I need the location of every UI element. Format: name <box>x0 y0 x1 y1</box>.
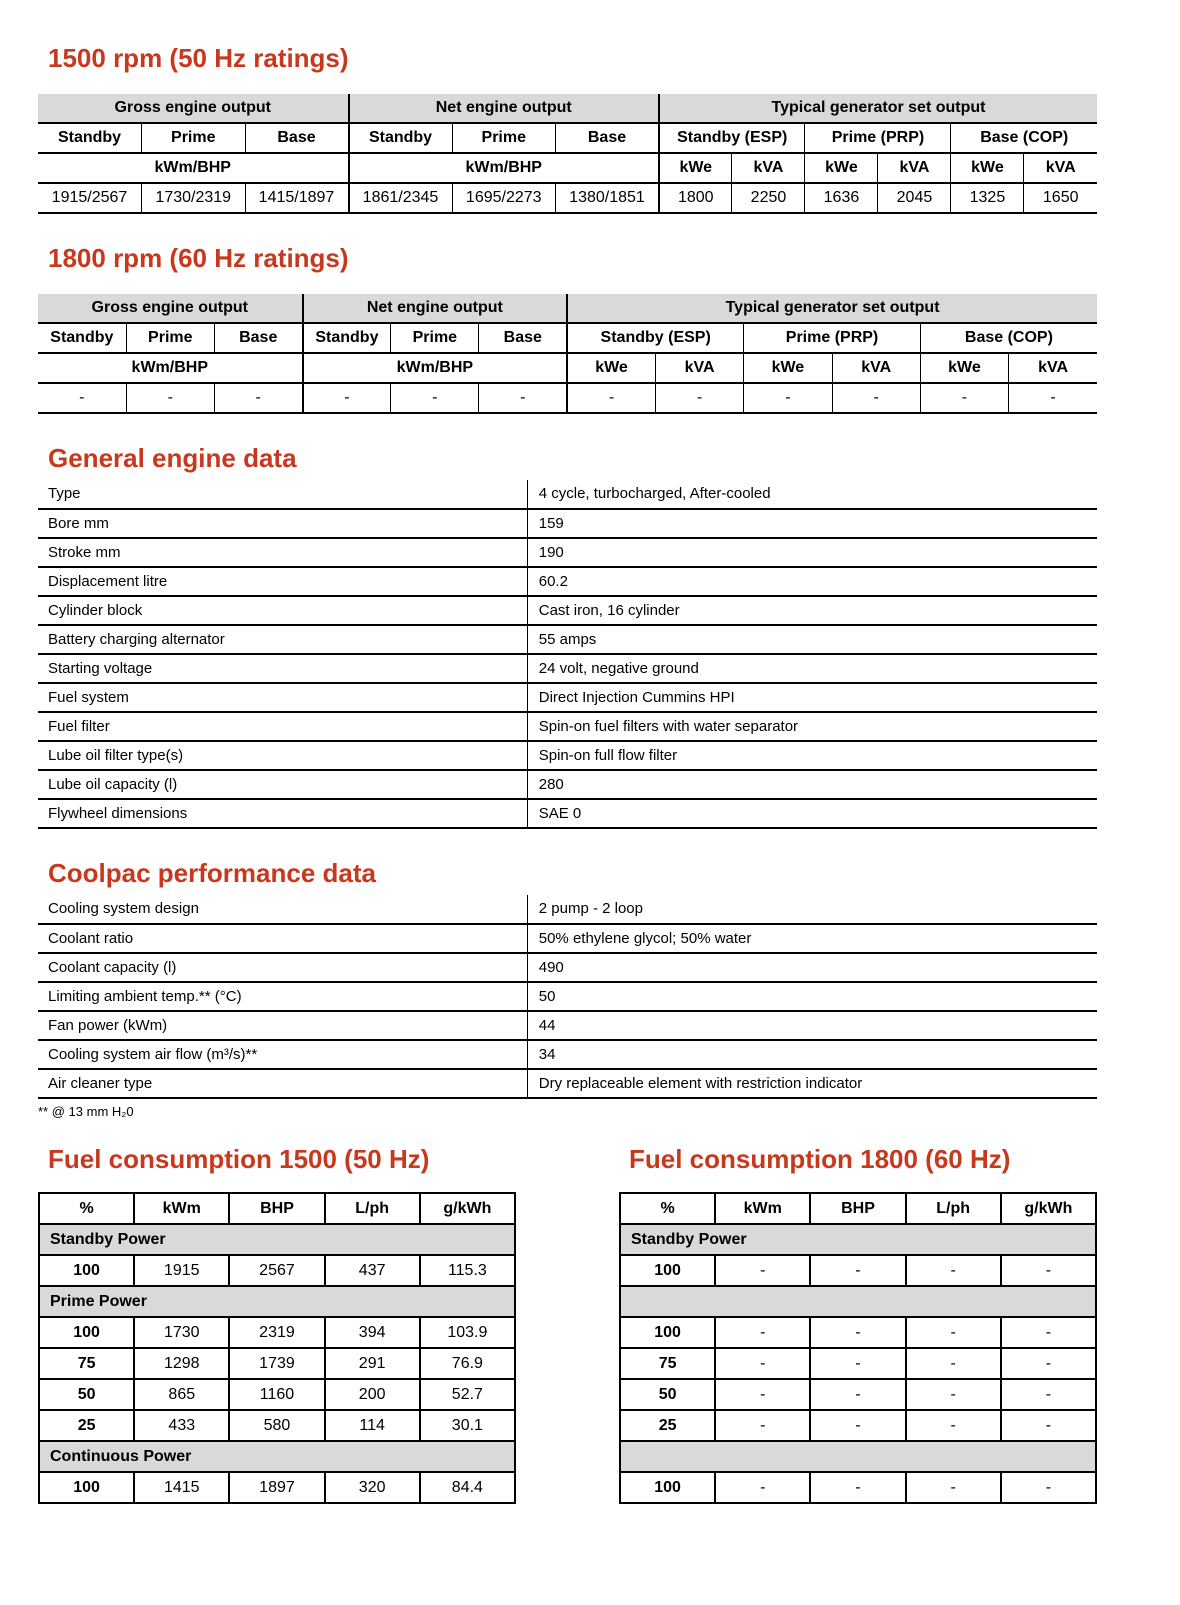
fuel-value: - <box>1001 1472 1096 1503</box>
unit-cell: kWe <box>951 153 1024 183</box>
unit-cell: kVA <box>1009 353 1097 383</box>
rating-value: - <box>920 383 1008 413</box>
fuel-table-1800-container <box>619 1192 1097 1504</box>
fuel-section-row <box>39 1224 515 1255</box>
rating-value: - <box>303 383 391 413</box>
fuel-data-row <box>39 1317 515 1348</box>
fuel-column-50hz <box>38 1145 516 1505</box>
unit-cell: kWm/BHP <box>303 353 568 383</box>
fuel-value: 865 <box>134 1379 229 1410</box>
fuel-value: 291 <box>325 1348 420 1379</box>
ratings-table-1800-container <box>38 294 1097 414</box>
fuel-value: - <box>715 1410 810 1441</box>
spec-label: Lube oil capacity (l) <box>38 770 527 799</box>
unit-cell: kWe <box>659 153 732 183</box>
fuel-data-row <box>39 1410 515 1441</box>
fuel-value: 25 <box>39 1410 134 1441</box>
spec-value: Spin-on full flow filter <box>527 741 1097 770</box>
fuel-header-row <box>620 1193 1096 1224</box>
unit-cell: kVA <box>655 353 743 383</box>
fuel-value: - <box>715 1472 810 1503</box>
section-title-general-engine-data: General engine data <box>48 442 297 473</box>
fuel-value: 52.7 <box>420 1379 515 1410</box>
fuel-value: 103.9 <box>420 1317 515 1348</box>
section-title-fuel-1800: Fuel consumption 1800 (60 Hz) <box>629 1143 1011 1174</box>
spec-label: Coolant capacity (l) <box>38 953 527 982</box>
spec-value: Direct Injection Cummins HPI <box>527 683 1097 712</box>
coolpac-footnote: ** @ 13 mm H₂0 <box>38 1103 134 1119</box>
fuel-section-row <box>39 1286 515 1317</box>
group-header: Gross engine output <box>38 94 349 123</box>
fuel-value: 437 <box>325 1255 420 1286</box>
fuel-column-header: kWm <box>715 1193 810 1224</box>
ratings-column-row <box>38 323 1097 353</box>
fuel-section-row <box>620 1286 1096 1317</box>
fuel-data-row <box>39 1255 515 1286</box>
spec-label: Cylinder block <box>38 596 527 625</box>
spec-row <box>38 712 1097 741</box>
section-title-coolpac: Coolpac performance data <box>48 857 376 888</box>
rating-column-header: Base (COP) <box>920 323 1097 353</box>
spec-value: 50% ethylene glycol; 50% water <box>527 924 1097 953</box>
fuel-value: 1739 <box>229 1348 324 1379</box>
spec-value: 490 <box>527 953 1097 982</box>
unit-cell: kVA <box>1024 153 1097 183</box>
fuel-table <box>38 1192 516 1504</box>
fuel-table <box>619 1192 1097 1504</box>
ratings-unit-row <box>38 353 1097 383</box>
spec-row <box>38 1011 1097 1040</box>
fuel-column-header: % <box>620 1193 715 1224</box>
fuel-section-label <box>620 1441 1096 1472</box>
rating-column-header: Standby (ESP) <box>567 323 744 353</box>
general-engine-data-table <box>38 480 1097 829</box>
fuel-data-row <box>620 1348 1096 1379</box>
rating-value: - <box>126 383 214 413</box>
spec-row <box>38 953 1097 982</box>
fuel-value: 50 <box>39 1379 134 1410</box>
fuel-value: 433 <box>134 1410 229 1441</box>
spec-row <box>38 924 1097 953</box>
spec-label: Fuel filter <box>38 712 527 741</box>
spec-row <box>38 770 1097 799</box>
rating-value: 2250 <box>732 183 805 213</box>
spec-row <box>38 895 1097 924</box>
fuel-value: 2319 <box>229 1317 324 1348</box>
unit-cell: kVA <box>832 353 920 383</box>
spec-row <box>38 1040 1097 1069</box>
fuel-value: 84.4 <box>420 1472 515 1503</box>
section-title-1800-rpm: 1800 rpm (60 Hz ratings) <box>48 242 349 273</box>
fuel-value: 1730 <box>134 1317 229 1348</box>
ratings-value-row <box>38 383 1097 413</box>
fuel-table-1500-container <box>38 1192 516 1504</box>
fuel-data-row <box>39 1348 515 1379</box>
spec-label: Limiting ambient temp.** (°C) <box>38 982 527 1011</box>
ratings-column-row <box>38 123 1097 153</box>
spec-label: Type <box>38 480 527 509</box>
rating-value: - <box>655 383 743 413</box>
fuel-column-header: g/kWh <box>1001 1193 1096 1224</box>
spec-row <box>38 683 1097 712</box>
rating-value: - <box>391 383 479 413</box>
fuel-section-label <box>620 1286 1096 1317</box>
fuel-section-label: Continuous Power <box>39 1441 515 1472</box>
fuel-value: 1915 <box>134 1255 229 1286</box>
fuel-value: - <box>1001 1317 1096 1348</box>
spec-value: 4 cycle, turbocharged, After-cooled <box>527 480 1097 509</box>
fuel-value: - <box>715 1317 810 1348</box>
unit-cell: kVA <box>732 153 805 183</box>
fuel-value: 1415 <box>134 1472 229 1503</box>
fuel-value: 76.9 <box>420 1348 515 1379</box>
rating-column-header: Prime <box>126 323 214 353</box>
fuel-value: 100 <box>39 1317 134 1348</box>
rating-value: 1636 <box>805 183 878 213</box>
rating-value: - <box>744 383 832 413</box>
ratings-table <box>38 94 1097 214</box>
section-title-fuel-1500: Fuel consumption 1500 (50 Hz) <box>48 1143 430 1174</box>
fuel-value: - <box>810 1472 905 1503</box>
rating-column-header: Prime (PRP) <box>744 323 921 353</box>
rating-value: - <box>1009 383 1097 413</box>
unit-cell: kVA <box>878 153 951 183</box>
spec-value: Dry replaceable element with restriction indicator <box>527 1069 1097 1098</box>
fuel-value: - <box>715 1379 810 1410</box>
fuel-value: - <box>1001 1255 1096 1286</box>
fuel-data-row <box>620 1379 1096 1410</box>
group-header: Gross engine output <box>38 294 303 323</box>
fuel-column-header: L/ph <box>325 1193 420 1224</box>
fuel-column-header: BHP <box>810 1193 905 1224</box>
fuel-value: 100 <box>39 1255 134 1286</box>
fuel-section-row <box>39 1441 515 1472</box>
spec-row <box>38 982 1097 1011</box>
fuel-section-label: Prime Power <box>39 1286 515 1317</box>
group-header: Net engine output <box>349 94 660 123</box>
fuel-value: 1160 <box>229 1379 324 1410</box>
rating-column-header: Standby <box>303 323 391 353</box>
rating-value: 1325 <box>951 183 1024 213</box>
fuel-column-header: kWm <box>134 1193 229 1224</box>
fuel-value: 394 <box>325 1317 420 1348</box>
fuel-data-row <box>620 1410 1096 1441</box>
rating-column-header: Prime <box>142 123 246 153</box>
fuel-value: 30.1 <box>420 1410 515 1441</box>
fuel-value: - <box>906 1255 1001 1286</box>
spec-value: 50 <box>527 982 1097 1011</box>
unit-cell: kWe <box>920 353 1008 383</box>
fuel-value: - <box>715 1348 810 1379</box>
spec-label: Displacement litre <box>38 567 527 596</box>
spec-row <box>38 741 1097 770</box>
fuel-column-header: L/ph <box>906 1193 1001 1224</box>
rating-value: - <box>479 383 567 413</box>
fuel-column-header: BHP <box>229 1193 324 1224</box>
spec-value: 44 <box>527 1011 1097 1040</box>
rating-column-header: Base <box>479 323 567 353</box>
fuel-value: 1298 <box>134 1348 229 1379</box>
section-title-1500-rpm: 1500 rpm (50 Hz ratings) <box>48 43 349 73</box>
spec-value: Cast iron, 16 cylinder <box>527 596 1097 625</box>
fuel-value: - <box>810 1410 905 1441</box>
spec-row <box>38 538 1097 567</box>
spec-label: Coolant ratio <box>38 924 527 953</box>
fuel-section-label: Standby Power <box>39 1224 515 1255</box>
fuel-header-row <box>39 1193 515 1224</box>
unit-cell: kWe <box>805 153 878 183</box>
fuel-value: - <box>810 1379 905 1410</box>
rating-column-header: Standby <box>349 123 453 153</box>
rating-column-header: Base <box>214 323 302 353</box>
unit-cell: kWm/BHP <box>349 153 660 183</box>
fuel-value: 2567 <box>229 1255 324 1286</box>
rating-value: 1915/2567 <box>38 183 142 213</box>
spec-row <box>38 654 1097 683</box>
fuel-consumption-section <box>38 1145 1097 1505</box>
rating-value: 1800 <box>659 183 732 213</box>
rating-value: 1861/2345 <box>349 183 453 213</box>
fuel-value: 100 <box>620 1472 715 1503</box>
fuel-value: 114 <box>325 1410 420 1441</box>
rating-column-header: Base <box>245 123 349 153</box>
fuel-column-header: % <box>39 1193 134 1224</box>
fuel-value: - <box>810 1255 905 1286</box>
spec-value: 190 <box>527 538 1097 567</box>
rating-column-header: Standby <box>38 123 142 153</box>
fuel-value: - <box>906 1317 1001 1348</box>
rating-value: 2045 <box>878 183 951 213</box>
ratings-group-row <box>38 94 1097 123</box>
rating-column-header: Base <box>556 123 660 153</box>
spec-row <box>38 625 1097 654</box>
rating-column-header: Standby <box>38 323 126 353</box>
fuel-value: - <box>1001 1410 1096 1441</box>
rating-column-header: Standby (ESP) <box>659 123 805 153</box>
fuel-value: - <box>906 1379 1001 1410</box>
spec-label: Cooling system air flow (m³/s)** <box>38 1040 527 1069</box>
rating-value: 1650 <box>1024 183 1097 213</box>
spec-label: Stroke mm <box>38 538 527 567</box>
spec-value: 60.2 <box>527 567 1097 596</box>
spec-label: Cooling system design <box>38 895 527 924</box>
spec-label: Bore mm <box>38 509 527 538</box>
rating-value: - <box>38 383 126 413</box>
spec-label: Fan power (kWm) <box>38 1011 527 1040</box>
fuel-value: - <box>1001 1379 1096 1410</box>
spec-row <box>38 567 1097 596</box>
spec-row <box>38 799 1097 828</box>
fuel-value: 1897 <box>229 1472 324 1503</box>
fuel-section-label: Standby Power <box>620 1224 1096 1255</box>
ratings-table <box>38 294 1097 414</box>
fuel-value: 100 <box>620 1255 715 1286</box>
fuel-data-row <box>620 1317 1096 1348</box>
spec-value: 24 volt, negative ground <box>527 654 1097 683</box>
rating-value: - <box>832 383 920 413</box>
fuel-section-row <box>620 1224 1096 1255</box>
fuel-value: - <box>810 1348 905 1379</box>
fuel-value: - <box>906 1410 1001 1441</box>
spec-label: Flywheel dimensions <box>38 799 527 828</box>
fuel-value: 50 <box>620 1379 715 1410</box>
fuel-value: 25 <box>620 1410 715 1441</box>
fuel-value: 115.3 <box>420 1255 515 1286</box>
rating-value: 1695/2273 <box>452 183 556 213</box>
group-header: Net engine output <box>303 294 568 323</box>
rating-value: - <box>214 383 302 413</box>
fuel-value: 100 <box>620 1317 715 1348</box>
spec-label: Air cleaner type <box>38 1069 527 1098</box>
coolpac-performance-table <box>38 895 1097 1099</box>
spec-row <box>38 596 1097 625</box>
fuel-value: 200 <box>325 1379 420 1410</box>
fuel-value: - <box>906 1348 1001 1379</box>
fuel-value: - <box>906 1472 1001 1503</box>
fuel-value: 320 <box>325 1472 420 1503</box>
fuel-value: 580 <box>229 1410 324 1441</box>
spec-row <box>38 1069 1097 1098</box>
spec-value: 55 amps <box>527 625 1097 654</box>
fuel-value: - <box>1001 1348 1096 1379</box>
rating-value: 1380/1851 <box>556 183 660 213</box>
spec-value: 159 <box>527 509 1097 538</box>
spec-value: 280 <box>527 770 1097 799</box>
rating-column-header: Base (COP) <box>951 123 1097 153</box>
spec-row <box>38 480 1097 509</box>
group-header: Typical generator set output <box>659 94 1097 123</box>
rating-column-header: Prime (PRP) <box>805 123 951 153</box>
group-header: Typical generator set output <box>567 294 1097 323</box>
fuel-data-row <box>39 1379 515 1410</box>
unit-cell: kWm/BHP <box>38 153 349 183</box>
fuel-data-row <box>39 1472 515 1503</box>
ratings-unit-row <box>38 153 1097 183</box>
unit-cell: kWm/BHP <box>38 353 303 383</box>
fuel-section-row <box>620 1441 1096 1472</box>
fuel-value: - <box>715 1255 810 1286</box>
spec-label: Starting voltage <box>38 654 527 683</box>
rating-column-header: Prime <box>391 323 479 353</box>
fuel-value: - <box>810 1317 905 1348</box>
ratings-value-row <box>38 183 1097 213</box>
spec-value: 34 <box>527 1040 1097 1069</box>
ratings-group-row <box>38 294 1097 323</box>
spec-label: Battery charging alternator <box>38 625 527 654</box>
rating-value: - <box>567 383 655 413</box>
unit-cell: kWe <box>744 353 832 383</box>
rating-column-header: Prime <box>452 123 556 153</box>
fuel-data-row <box>620 1255 1096 1286</box>
fuel-value: 75 <box>620 1348 715 1379</box>
spec-label: Fuel system <box>38 683 527 712</box>
rating-value: 1415/1897 <box>245 183 349 213</box>
spec-row <box>38 509 1097 538</box>
ratings-table-1500-container <box>38 94 1097 214</box>
spec-value: SAE 0 <box>527 799 1097 828</box>
spec-value: 2 pump - 2 loop <box>527 895 1097 924</box>
fuel-value: 100 <box>39 1472 134 1503</box>
unit-cell: kWe <box>567 353 655 383</box>
spec-value: Spin-on fuel filters with water separator <box>527 712 1097 741</box>
fuel-column-60hz <box>619 1145 1097 1505</box>
spec-label: Lube oil filter type(s) <box>38 741 527 770</box>
fuel-value: 75 <box>39 1348 134 1379</box>
rating-value: 1730/2319 <box>142 183 246 213</box>
fuel-data-row <box>620 1472 1096 1503</box>
fuel-column-header: g/kWh <box>420 1193 515 1224</box>
